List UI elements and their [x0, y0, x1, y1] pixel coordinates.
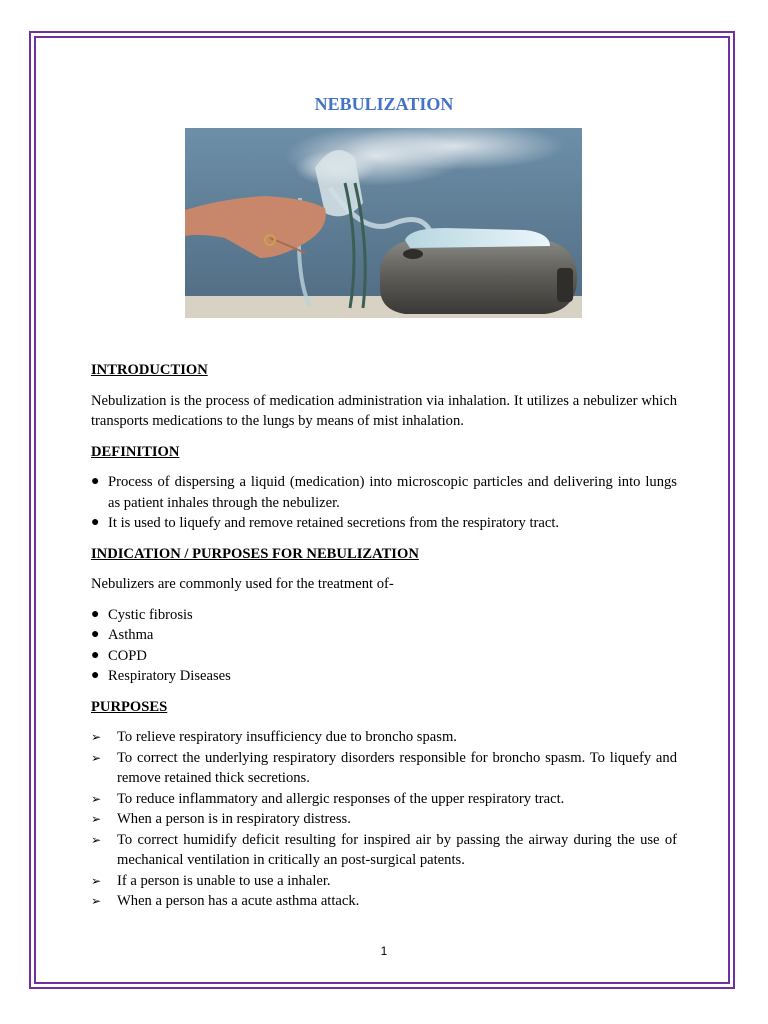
list-item: ➢ To reduce inflammatory and allergic responses of the upper respiratory tract.	[91, 789, 677, 810]
arrow-bullet-icon: ➢	[91, 730, 102, 744]
page-number: 1	[380, 944, 388, 958]
list-item: ➢ To correct humidify deficit resulting for inspired air by passing the airway during the use of mechanical ventilation in critically an post-surgical patents.	[91, 831, 677, 868]
list-item: ➢ To correct the underlying respiratory disorders responsible for broncho spasm. To liquefy and remove retained thick secretions.	[91, 749, 677, 786]
arrow-bullet-icon: ➢	[91, 791, 102, 806]
purposes-heading: PURPOSES	[91, 698, 168, 715]
list-item: ➢ When a person is in respiratory distress.	[91, 809, 677, 830]
definition-list	[91, 472, 677, 534]
introduction-heading: INTRODUCTION	[91, 362, 208, 378]
indication-intro: Nebulizers are commonly used for the treatment of-	[91, 576, 394, 592]
bullet-icon: ●	[91, 515, 100, 530]
list-item: ● COPD	[91, 646, 677, 667]
bullet-icon: ●	[91, 606, 100, 622]
purposes-list	[91, 727, 677, 912]
document-body	[91, 360, 677, 922]
list-item: ● Cystic fibrosis	[91, 605, 677, 626]
bullet-icon: ●	[91, 668, 100, 683]
arrow-bullet-icon: ➢	[91, 750, 102, 765]
arrow-bullet-icon: ➢	[91, 812, 102, 826]
bullet-icon: ●	[91, 627, 100, 642]
definition-heading: DEFINITION	[91, 443, 180, 460]
list-item: ● Respiratory Diseases	[91, 666, 677, 687]
introduction-text: Nebulization is the process of medication administration via inhalation. It utilizes a nebulizer which transports medications to the lungs by means of mist inhalation.	[91, 392, 677, 429]
indication-list	[91, 605, 677, 687]
document-title: NEBULIZATION	[314, 94, 454, 114]
list-item: ➢ To relieve respiratory insufficiency due to broncho spasm.	[91, 727, 677, 748]
list-item: ● Process of dispersing a liquid (medication) into microscopic particles and delivering into lungs as patient inhales through the nebulizer.	[91, 474, 677, 511]
bullet-icon: ●	[91, 474, 100, 489]
indication-heading: INDICATION / PURPOSES FOR NEBULIZATION	[91, 545, 419, 562]
list-item: ➢ If a person is unable to use a inhaler.	[91, 871, 677, 892]
bullet-icon: ●	[91, 647, 100, 663]
arrow-bullet-icon: ➢	[91, 873, 102, 888]
arrow-bullet-icon: ➢	[91, 832, 102, 847]
list-item: ● Asthma	[91, 625, 677, 646]
nebulizer-photo	[185, 128, 582, 318]
list-item: ● It is used to liquefy and remove retained secretions from the respiratory tract.	[91, 513, 677, 534]
arrow-bullet-icon: ➢	[91, 894, 102, 908]
list-item: ➢ When a person has a acute asthma attack.	[91, 891, 677, 912]
